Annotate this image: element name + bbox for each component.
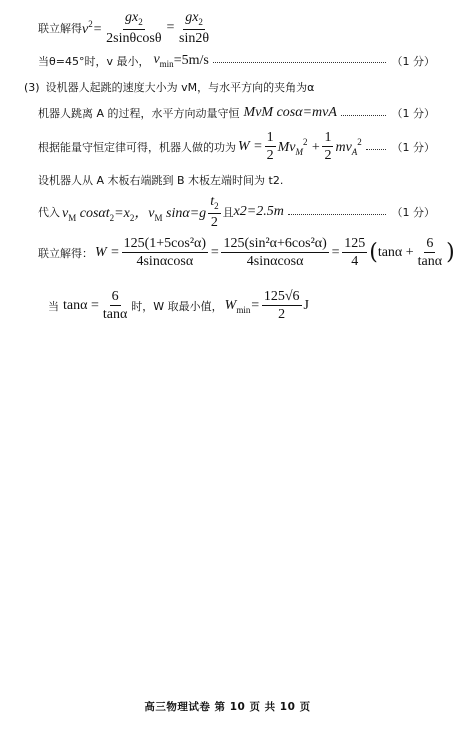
min-text: 时，W 取最小值， — [131, 300, 223, 314]
leader-dots — [366, 149, 386, 150]
solution-line-1: 联立解得 $v^2=$ $\frac{gx_2}{2\sin\theta\cos\theta}$ = $\frac{gx_2}{\sin 2\theta}$ — [38, 10, 210, 46]
momentum-text: 机器人跳离 A 的过程，水平方向动量守恒 — [38, 107, 240, 120]
page-footer: 高三物理试卷 第 10 页 共 10 页 — [144, 701, 311, 713]
part-3-text: 设机器人起跳的速度大小为 vM，与水平方向的夹角为α — [45, 81, 315, 94]
part-label: (3) — [24, 80, 40, 94]
score-mark: （1 分） — [391, 141, 435, 155]
substitute-text: 代入 — [38, 206, 60, 220]
denominator-sin2theta: sin2θ — [179, 30, 210, 46]
solve-prefix: 联立解得： — [38, 247, 93, 261]
solve-prefix: 联立解得 — [38, 22, 82, 36]
solution-line-4 — [38, 105, 435, 121]
time-text: 设机器人从 A 木板右端跳到 B 木板左端时间为 t2. — [38, 174, 284, 187]
vmin-value: =5m/s — [173, 52, 209, 68]
solution-line-6 — [38, 172, 435, 188]
solution-line-9: 当 tanα = $\frac{6}{\tan\alpha}$ 时，W 取最小值， $W_{min}=$ $\frac{125√6}{2}$ J — [48, 289, 309, 323]
energy-text: 根据能量守恒定律可得，机器人做的功为 — [38, 141, 236, 155]
momentum-formula: MvM cosα=mvA — [243, 105, 337, 120]
solution-line-7: 代入 $v_M$ $\cos\alpha t_2=x_2$，$v_M$ sinα=g $\frac{t_2}{2}$ 且 x2=2.5m （1 分） — [38, 194, 435, 230]
score-mark: （1 分） — [391, 206, 435, 220]
score-mark: （1 分） — [391, 54, 435, 68]
x2-value: x2=2.5m — [233, 204, 284, 220]
theta-45-text: 当θ=45°时，v 最小， — [38, 54, 150, 68]
leader-dots — [213, 62, 386, 63]
score-mark: （1 分） — [391, 107, 435, 120]
solution-line-2: 当θ=45°时，v 最小， $v_{min}$ =5m/s （1 分） — [38, 52, 435, 69]
part-3-heading — [24, 79, 435, 95]
v-squared: $v^2=$ — [82, 18, 103, 37]
solution-line-5: 根据能量守恒定律可得，机器人做的功为 W = $\frac{1}{2}$ $Mv_M^2$ + $\frac{1}{2}$ $mv_A^2$ （1 分） — [38, 130, 435, 164]
leader-dots — [288, 214, 386, 215]
leader-dots — [341, 115, 386, 116]
fraction-gx2-over-sin2: $\frac{gx_2}{\sin 2\theta}$ — [179, 10, 210, 46]
denominator-2sincos: 2sinθcosθ — [106, 30, 162, 46]
solution-line-8: 联立解得： W = $\frac{\text{125(1+5cos²α)}}{4\sin\alpha\cos\alpha}$ = $\frac{\text{125(sin²α+6cos²α)}}{4\sin\alpha\cos\alpha}$ = $\frac{125}{4}$ ( tanα + $\frac{6}{\tan\alpha}$ ) — [38, 236, 455, 270]
fraction-gx2-over-2sincos: $\frac{gx_2}{2\sin\theta\cos\theta}$ — [106, 10, 162, 46]
